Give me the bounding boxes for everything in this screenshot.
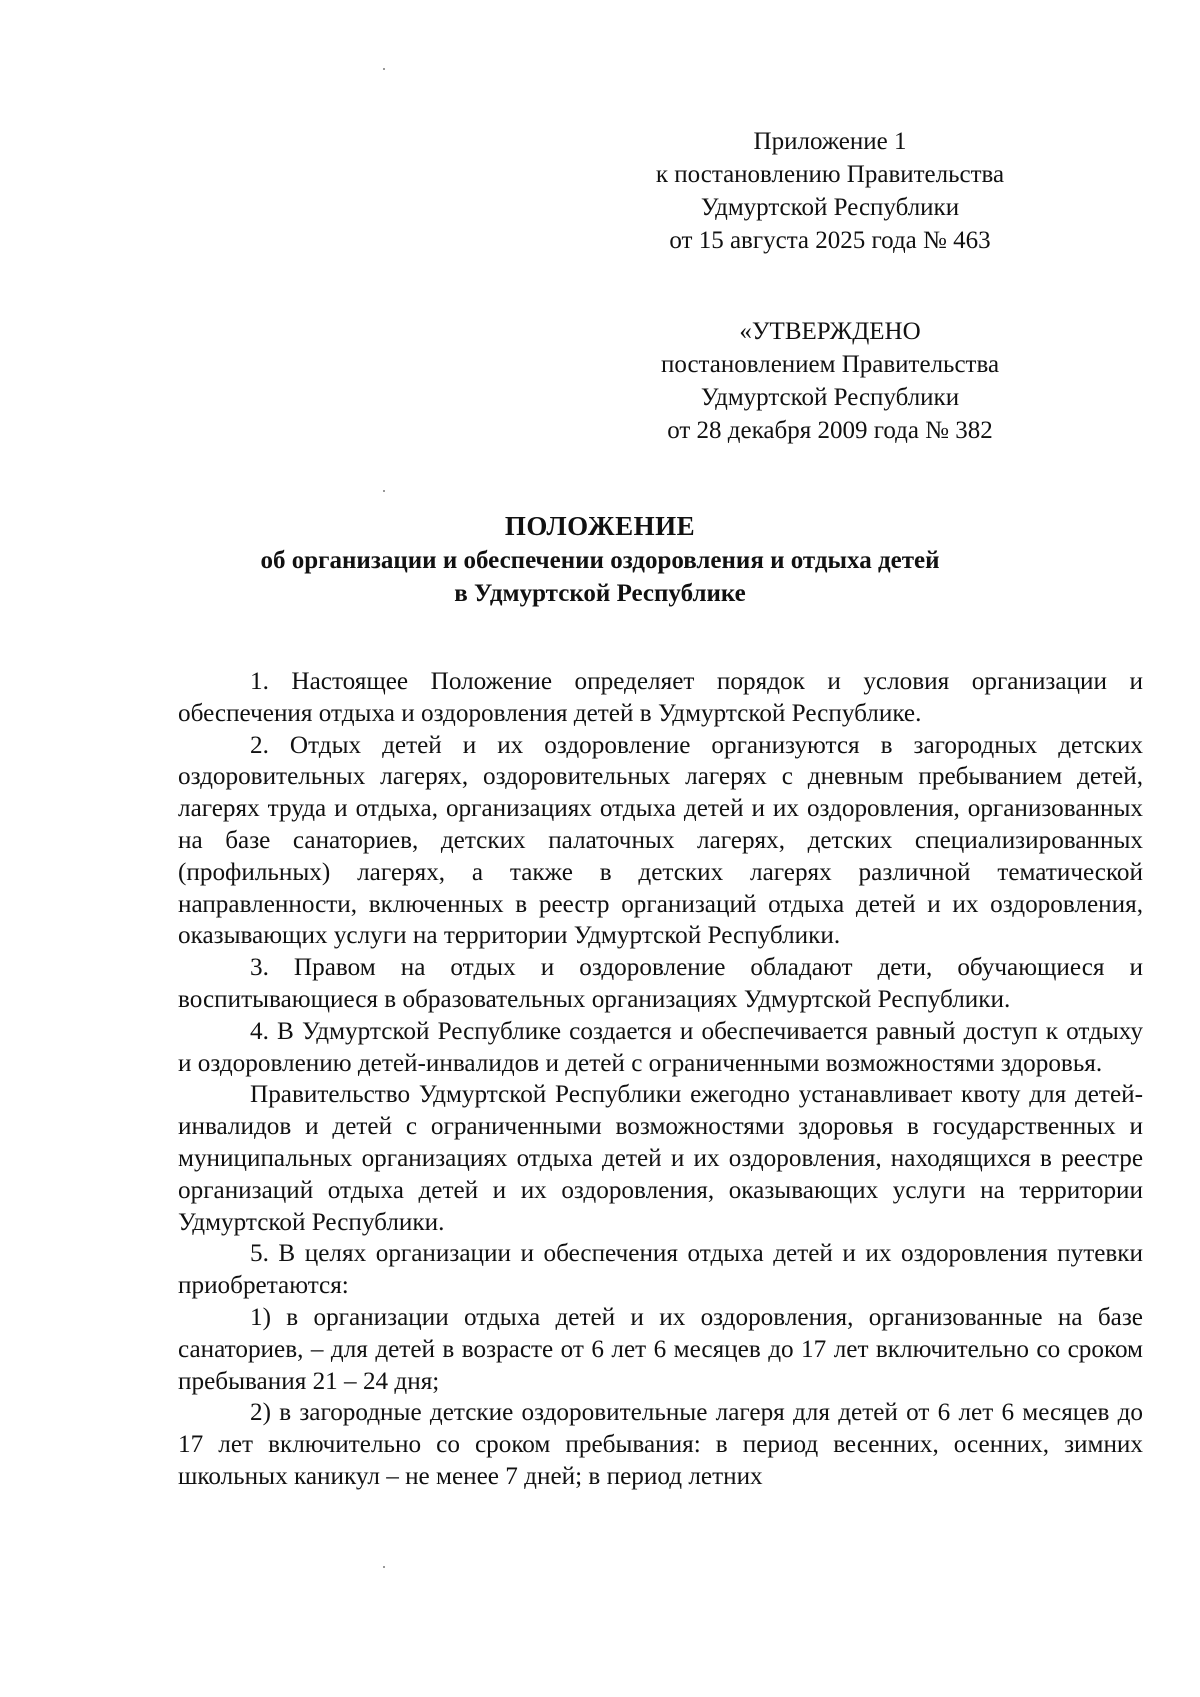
approval-stamp-block (590, 315, 1070, 447)
paragraph-3: 3. Правом на отдых и оздоровление обладают дети, обучающиеся и воспитывающиеся в образовательных организациях Удмуртской Республики. (178, 954, 1143, 1013)
approved-republic: Удмуртской Республики (700, 384, 960, 411)
document-subtitle-line-1: об организации и обеспечении оздоровления и отдыха детей (260, 547, 940, 574)
paragraph-5: 5. В целях организации и обеспечения отдыха детей и их оздоровления путевки приобретаются: (178, 1240, 1143, 1300)
paragraph-4: 4. В Удмуртской Республике создается и обеспечивается равный доступ к отдыху и оздоровлению детей-инвалидов и детей с ограниченными возможностями здоровья. (178, 1017, 1143, 1077)
scan-dot (383, 1566, 385, 1568)
approved-label: «УТВЕРЖДЕНО (739, 318, 921, 345)
approved-by-decree: постановлением Правительства (660, 351, 1000, 378)
document-subtitle-line-2: в Удмуртской Республике (454, 580, 746, 607)
document-title-block (0, 508, 1200, 610)
appendix-number: Приложение 1 (753, 128, 907, 155)
paragraph-5-item-1: 1) в организации отдыха детей и их оздоровления, организованные на базе санаториев, – для детей в возрасте от 6 лет 6 месяцев до 17 лет включительно со сроком пребывания 21 – 24 дня; (178, 1303, 1143, 1395)
appendix-republic: Удмуртской Республики (700, 194, 960, 221)
document-body (178, 666, 1143, 1493)
paragraph-5-item-2: 2) в загородные детские оздоровительные лагеря для детей от 6 лет 6 месяцев до 17 лет включительно со сроком пребывания: в период весенних, осенних, зимних школьных каникул – не менее 7 дней; в период летних (178, 1399, 1143, 1490)
paragraph-4-quota: Правительство Удмуртской Республики ежегодно устанавливает квоту для детей-инвалидов и детей с ограниченными возможностями здоровья в государственных и муниципальных организациях отдыха детей и их оздоровления, находящихся в реестре организаций отдыха детей и их оздоровления, оказывающих услуги на территории Удмуртской Республики. (178, 1081, 1143, 1236)
document-title: ПОЛОЖЕНИЕ (504, 511, 696, 541)
appendix-decree-ref: к постановлению Правительства (655, 161, 1005, 188)
approved-date-number: от 28 декабря 2009 года № 382 (667, 417, 993, 444)
scan-dot (383, 68, 385, 70)
paragraph-2: 2. Отдых детей и их оздоровление организуются в загородных детских оздоровительных лагерях, оздоровительных лагерях с дневным пребыванием детей, лагерях труда и отдыха, организациях отдыха детей и их оздоровления, организованных на базе санаториев, детских палаточных лагерях, детских специализированных (профильных) лагерях, а также в детских лагерях различной тематической направленности, включенных в реестр организаций отдыха детей и их оздоровления, оказывающих услуги на территории Удмуртской Республики. (178, 731, 1143, 950)
scan-dot (383, 490, 385, 492)
paragraph-1: 1. Настоящее Положение определяет порядок и условия организации и обеспечения отдыха и оздоровления детей в Удмуртской Республике. (178, 668, 1143, 727)
appendix-date-number: от 15 августа 2025 года № 463 (669, 227, 991, 254)
appendix-reference-block (590, 125, 1070, 257)
